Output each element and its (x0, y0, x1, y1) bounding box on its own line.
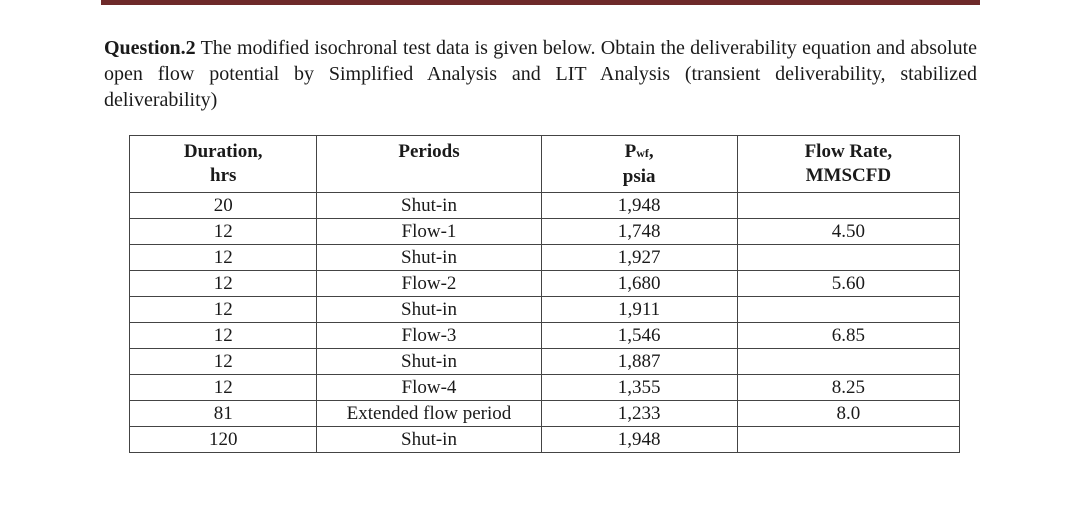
table-row (130, 401, 960, 427)
cell-period: Shut-in (317, 193, 541, 219)
cell-flow-rate (737, 427, 959, 453)
table-row (130, 375, 960, 401)
cell-pwf: 1,680 (541, 271, 737, 297)
table-row (130, 297, 960, 323)
cell-flow-rate (737, 193, 959, 219)
cell-period: Shut-in (317, 427, 541, 453)
cell-pwf: 1,911 (541, 297, 737, 323)
cell-duration: 12 (130, 271, 317, 297)
cell-pwf: 1,948 (541, 193, 737, 219)
question-text (104, 35, 977, 113)
cell-pwf: 1,355 (541, 375, 737, 401)
cell-flow-rate: 4.50 (737, 219, 959, 245)
cell-period: Extended flow period (317, 401, 541, 427)
cell-flow-rate (737, 297, 959, 323)
cell-period: Shut-in (317, 349, 541, 375)
table-row (130, 193, 960, 219)
cell-period: Flow-1 (317, 219, 541, 245)
table-row (130, 349, 960, 375)
cell-duration: 12 (130, 297, 317, 323)
cell-duration: 120 (130, 427, 317, 453)
cell-duration: 12 (130, 245, 317, 271)
cell-duration: 12 (130, 323, 317, 349)
cell-duration: 20 (130, 193, 317, 219)
cell-duration: 12 (130, 349, 317, 375)
cell-period: Shut-in (317, 245, 541, 271)
cell-flow-rate: 5.60 (737, 271, 959, 297)
table-row (130, 323, 960, 349)
table-row (130, 271, 960, 297)
cell-duration: 12 (130, 219, 317, 245)
cell-pwf: 1,927 (541, 245, 737, 271)
test-data-table (129, 135, 960, 453)
cell-period: Flow-2 (317, 271, 541, 297)
cell-pwf: 1,887 (541, 349, 737, 375)
cell-flow-rate (737, 349, 959, 375)
cell-flow-rate: 6.85 (737, 323, 959, 349)
cell-pwf: 1,748 (541, 219, 737, 245)
table-row (130, 427, 960, 453)
cell-period: Flow-4 (317, 375, 541, 401)
table-row (130, 219, 960, 245)
cell-flow-rate: 8.25 (737, 375, 959, 401)
header-flow-rate: Flow Rate, MMSCFD (737, 136, 959, 193)
cell-pwf: 1,546 (541, 323, 737, 349)
top-divider-rule (101, 0, 980, 5)
header-duration: Duration, hrs (130, 136, 317, 193)
table-header-row (130, 136, 960, 193)
header-periods: Periods (317, 136, 541, 193)
cell-pwf: 1,233 (541, 401, 737, 427)
cell-duration: 81 (130, 401, 317, 427)
cell-flow-rate (737, 245, 959, 271)
cell-duration: 12 (130, 375, 317, 401)
question-number: Question.2 (104, 37, 196, 59)
cell-period: Flow-3 (317, 323, 541, 349)
header-pwf: Pwf, psia (541, 136, 737, 193)
cell-pwf: 1,948 (541, 427, 737, 453)
cell-period: Shut-in (317, 297, 541, 323)
question-body: The modified isochronal test data is given below. Obtain the deliverability equation and absolute open flow potential by Simplified Analysis and LIT Analysis (transient deliverability, stabilized deliverability) (104, 37, 977, 111)
table-row (130, 245, 960, 271)
cell-flow-rate: 8.0 (737, 401, 959, 427)
